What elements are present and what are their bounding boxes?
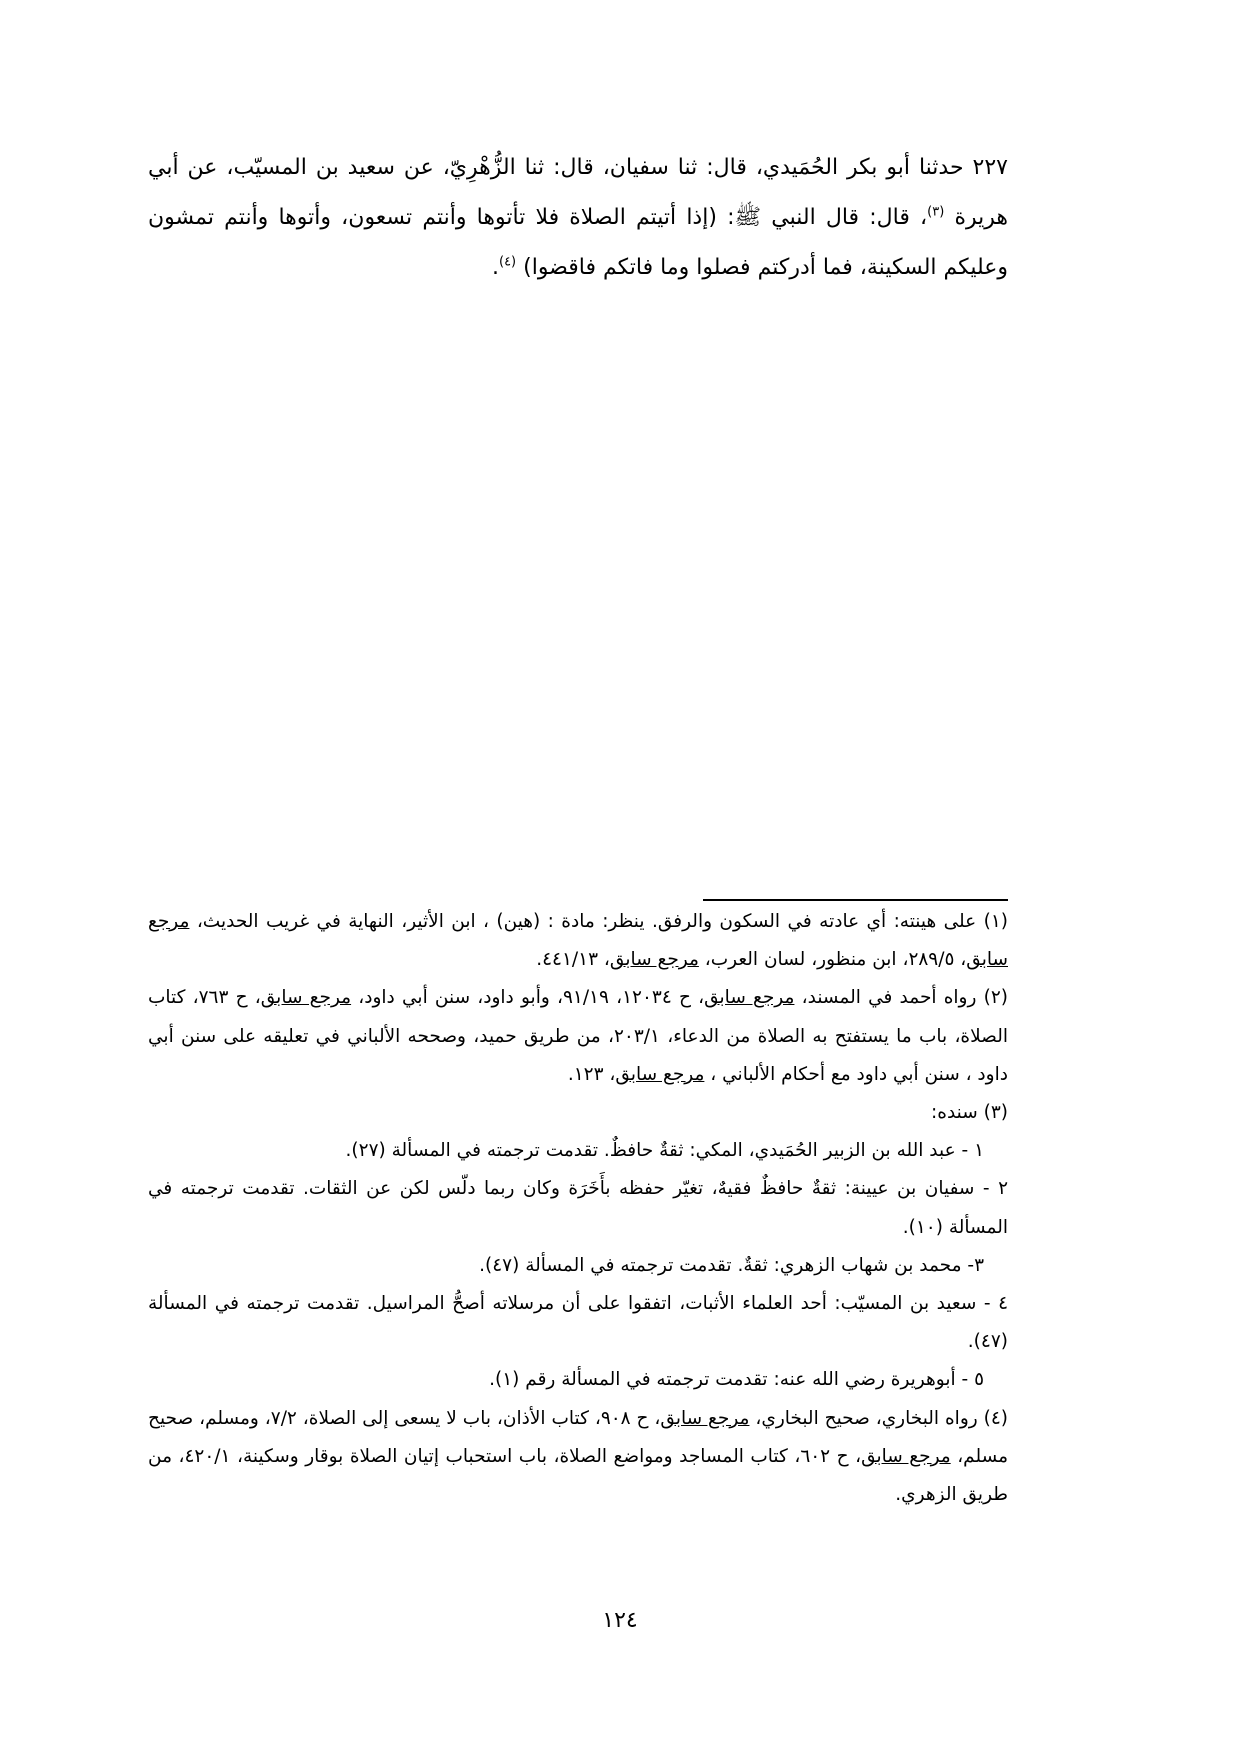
hadith-text-part-2: ، قال: قال النبي ﷺ: (إذا أتيتم الصلاة فلا تأتوها وأنتم تسعون، وأتوها وأنتم تمشون وعليكم السكينة، فما أدركتم فصلوا وما فاتكم فاقضوا) xyxy=(148,205,1008,280)
footnote-2-text-d: ، ١٢٣. xyxy=(567,1063,616,1085)
footnote-1-text-c: ، ٤٤١/١٣. xyxy=(536,949,610,971)
footnote-2-ref-link-3: مرجع سابق xyxy=(615,1063,705,1085)
hadith-text-part-1: ٢٢٧ حدثنا أبو بكر الحُمَيدي، قال: ثنا سفيان، قال: ثنا الزُّهْرِيّ، عن سعيد بن المسيّب، عن أبي هريرة xyxy=(148,155,1009,230)
page-number: ١٢٤ xyxy=(602,1608,638,1633)
footnote-4-text: (٤) رواه البخاري، صحيح البخاري، xyxy=(749,1407,1008,1429)
footnote-4-text-b: ، ح ٩٠٨، كتاب الأذان، باب لا يسعى إلى الصلاة، ٧/٢، ومسلم، صحيح مسلم، xyxy=(148,1407,1009,1467)
hadith-text-part-3: . xyxy=(491,255,499,280)
footnotes-section xyxy=(148,903,1008,1514)
footnote-ref-3[interactable]: (٣) xyxy=(927,204,945,220)
footnote-2-ref-link-1: مرجع سابق xyxy=(704,987,795,1009)
footnote-2-text-c: ، ح ٧٦٣، كتاب الصلاة، باب ما يستفتح به الصلاة من الدعاء، ٢٠٣/١، من طريق حميد، وصححه الألباني في تعليقه على سنن أبي داود ، سنن أبي داود مع أحكام الألباني ، xyxy=(148,987,1008,1085)
footnote-1-ref-link-2: مرجع سابق xyxy=(609,949,699,971)
narrator-4: ٤ - سعيد بن المسيّب: أحد العلماء الأثبات، اتفقوا على أن مرسلاته أصحُّ المراسيل. تقدمت ترجمته في المسألة (٤٧). xyxy=(148,1293,1008,1353)
footnote-4-ref-link-1: مرجع سابق xyxy=(660,1407,750,1429)
narrator-2: ٢ - سفيان بن عيينة: ثقةٌ حافظٌ فقيهٌ، تغيّر حفظه بأَخَرَة وكان ربما دلّس لكن عن الثقات. تقدمت ترجمته في المسألة (١٠). xyxy=(148,1178,1008,1238)
footnote-1 xyxy=(148,903,1008,979)
footnote-divider xyxy=(703,899,1008,901)
footnote-2-ref-link-2: مرجع سابق xyxy=(260,987,352,1009)
footnote-1-ref-link-1: مرجع سابق xyxy=(148,911,1008,971)
narrator-5: ٥ - أبوهريرة رضي الله عنه: تقدمت ترجمته في المسألة رقم (١). xyxy=(489,1369,984,1391)
footnote-4 xyxy=(148,1400,1008,1515)
narrator-1: ١ - عبد الله بن الزبير الحُمَيدي، المكي: ثقةٌ حافظٌ. تقدمت ترجمته في المسألة (٢٧). xyxy=(345,1140,984,1162)
narrator-3: ٣- محمد بن شهاب الزهري: ثقةٌ. تقدمت ترجمته في المسألة (٤٧). xyxy=(479,1254,984,1276)
footnote-4-ref-link-2: مرجع سابق xyxy=(861,1445,951,1467)
footnote-1-text: (١) على هينته: أي عادته في السكون والرفق. ينظر: مادة : (هين) ، ابن الأثير، النهاية في غريب الحديث، xyxy=(196,911,1008,932)
footnote-2 xyxy=(148,979,1008,1094)
footnote-2-text: (٢) رواه أحمد في المسند، xyxy=(794,987,1008,1009)
footnote-1-text-b: ، ٢٨٩/٥، ابن منظور، لسان العرب، xyxy=(698,949,967,971)
footnote-ref-4[interactable]: (٤) xyxy=(498,254,517,270)
hadith-paragraph xyxy=(148,143,1008,293)
footnote-2-text-b: ، ح ١٢٠٣٤، ٩١/١٩، وأبو داود، سنن أبي داود، xyxy=(351,987,705,1009)
footnote-3-heading: (٣) سنده: xyxy=(931,1102,1008,1124)
footnote-4-text-c: ، ح ٦٠٢، كتاب المساجد ومواضع الصلاة، باب استحباب إتيان الصلاة بوقار وسكينة، ٤٢٠/١، من طريق الزهري. xyxy=(148,1445,1008,1506)
